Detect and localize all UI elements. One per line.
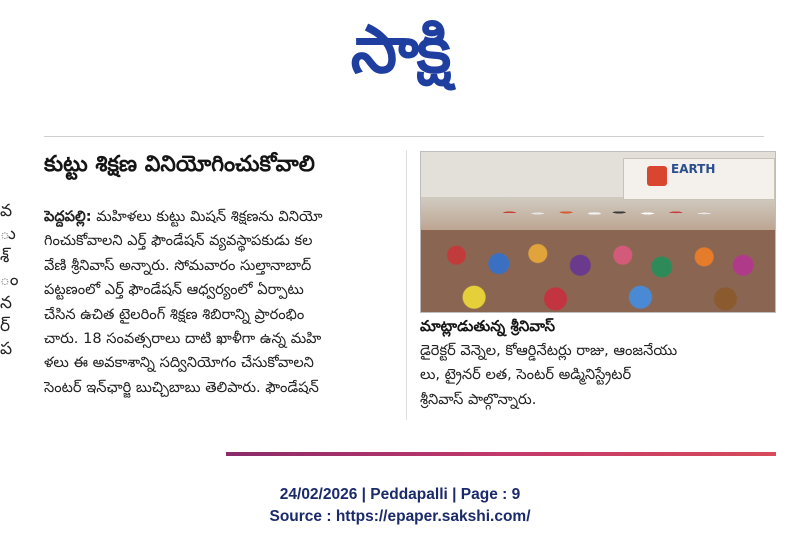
photo-caption-title: మాట్లాడుతున్న శ్రీనివాస్: [420, 317, 556, 335]
column-divider: [406, 150, 407, 420]
article-line: పెద్దపల్లి: మహిళలు కుట్టు మిషన్ శిక్షణను వినియో: [44, 208, 323, 225]
column-fragment-char: వ: [0, 201, 13, 221]
caption-line: లు, ట్రైనర్ లత, సెంటర్ అడ్మినిస్ట్రేటర్: [420, 366, 632, 384]
caption-line: డైరెక్టర్ వెన్నెల, కోఆర్డినేటర్లు రాజు, ఆంజనేయు: [420, 342, 678, 359]
article-line: వేణి శ్రీనివాస్ అన్నారు. సోమవారం సుల్తానాబాద్: [44, 256, 312, 274]
article-dateline: పెద్దపల్లి:: [44, 208, 92, 225]
column-fragment-char: శ్: [0, 247, 10, 267]
column-fragment-char: న: [0, 293, 12, 313]
newspaper-logo: సాక్షి: [350, 11, 450, 88]
column-fragment-char: ర్: [0, 316, 11, 336]
footer-date-page: 24/02/2026 | Peddapalli | Page : 9: [279, 486, 521, 503]
article-end-bar: [226, 452, 776, 456]
banner-text: EARTH: [671, 162, 716, 176]
column-fragment-char: ప: [0, 339, 13, 359]
article-line: పట్టణంలో ఎర్త్ ఫౌండేషన్ ఆధ్వర్యంలో ఏర్పాటు: [44, 281, 304, 299]
photo-caption-body: [420, 339, 780, 412]
article-body: [44, 205, 394, 400]
column-fragment-char: ం: [0, 270, 19, 290]
header-rule: [44, 136, 764, 137]
footer-source-link[interactable]: Source : https://epaper.sakshi.com/: [269, 508, 531, 525]
column-fragment-char: ు: [0, 224, 16, 244]
article-line: చారు. 18 సంవత్సరాలు దాటి ఖాళీగా ఉన్న మహి: [44, 330, 322, 348]
article-line: సెంటర్ ఇన్‌ఛార్జి బుచ్చిబాబు తెలిపారు. ఫౌండేషన్: [44, 378, 319, 396]
article-headline: కుట్టు శిక్షణ వినియోగించుకోవాలి: [44, 152, 315, 177]
photo-seated-crowd: [421, 230, 775, 313]
article-photo: [420, 151, 776, 313]
article-line: ళలు ఈ అవకాశాన్ని సద్వినియోగం చేసుకోవాలని: [44, 354, 314, 372]
article-line: గించుకోవాలని ఎర్త్ ఫౌండేషన్ వ్యవస్థాపకుడు కల: [44, 232, 313, 250]
previous-column-fragment: [0, 200, 22, 405]
caption-line: శ్రీనివాస్ పాల్గొన్నారు.: [420, 390, 537, 408]
photo-standing-group: [421, 180, 775, 234]
source-footer: [0, 484, 800, 528]
article-line: చేసిన ఉచిత టైలరింగ్ శిక్షణ శిబిరాన్ని ప్రారంభిం: [44, 305, 305, 323]
